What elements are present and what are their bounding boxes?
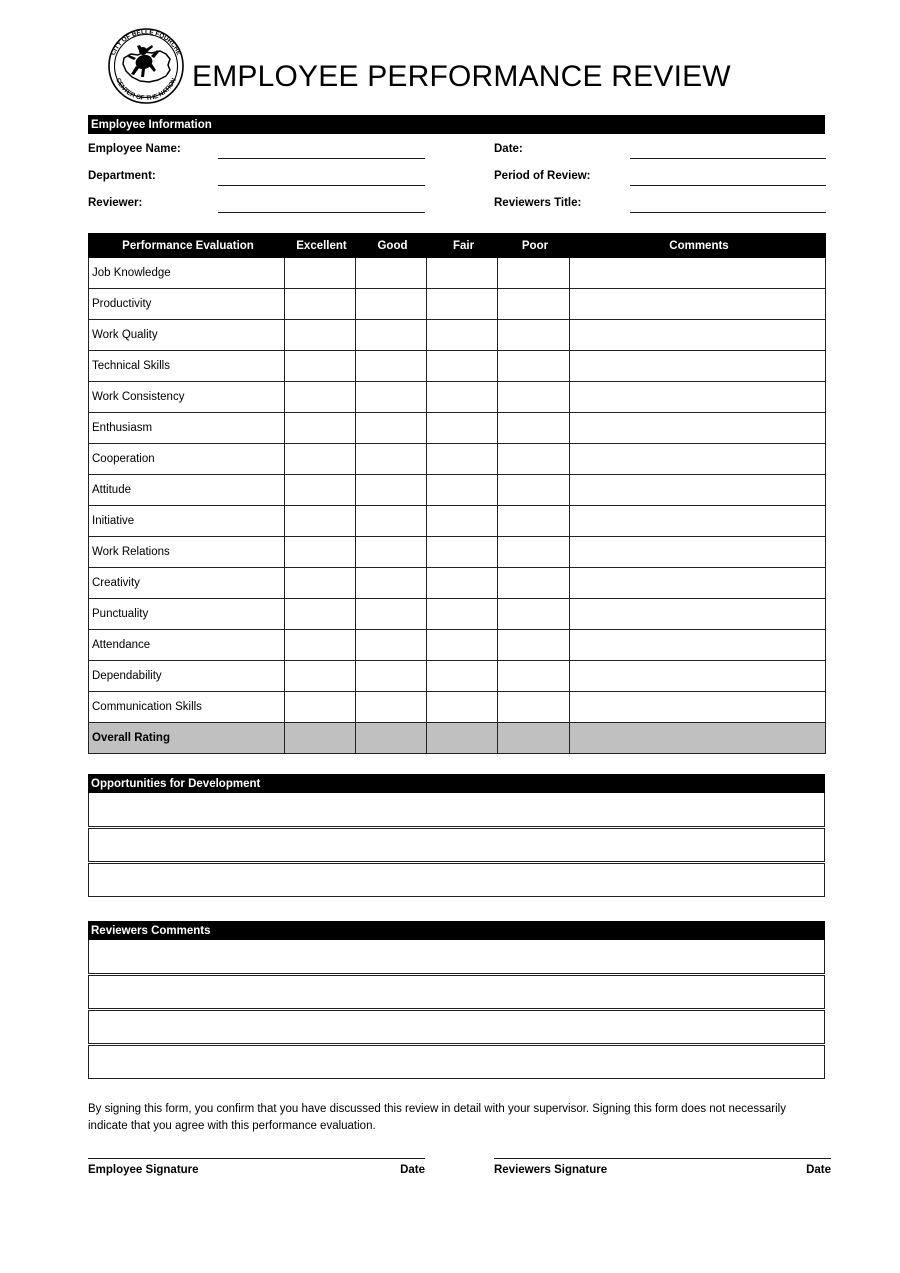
- employee-signature-date-label: Date: [400, 1164, 425, 1176]
- page-title: EMPLOYEE PERFORMANCE REVIEW: [192, 60, 731, 93]
- rating-cell-poor[interactable]: [498, 475, 570, 506]
- criterion-label: Dependability: [89, 661, 285, 692]
- rating-cell-poor[interactable]: [498, 692, 570, 723]
- comments-cell[interactable]: [570, 444, 826, 475]
- rating-cell-poor[interactable]: [498, 444, 570, 475]
- rating-cell-fair[interactable]: [427, 258, 498, 289]
- rating-cell-fair[interactable]: [427, 661, 498, 692]
- section-header-reviewers-comments: [88, 921, 825, 940]
- rating-cell-good[interactable]: [356, 289, 427, 320]
- reviewer-signature-input[interactable]: [494, 1158, 831, 1159]
- table-header-row: [89, 234, 826, 258]
- rating-cell-poor[interactable]: [498, 258, 570, 289]
- opportunities-line[interactable]: [88, 828, 825, 862]
- rating-cell-excellent[interactable]: [285, 630, 356, 661]
- rating-cell-poor[interactable]: [498, 382, 570, 413]
- comments-cell[interactable]: [570, 661, 826, 692]
- rating-cell-good[interactable]: [356, 382, 427, 413]
- rating-cell-fair[interactable]: [427, 630, 498, 661]
- rating-cell-excellent[interactable]: [285, 320, 356, 351]
- reviewer-input[interactable]: [218, 212, 425, 213]
- overall-rating-excellent[interactable]: [285, 723, 356, 754]
- rating-cell-good[interactable]: [356, 537, 427, 568]
- rating-cell-excellent[interactable]: [285, 599, 356, 630]
- table-row: [89, 692, 826, 723]
- criterion-label: Attitude: [89, 475, 285, 506]
- rating-cell-excellent[interactable]: [285, 568, 356, 599]
- comments-cell[interactable]: [570, 568, 826, 599]
- reviewers-comments-line[interactable]: [88, 940, 825, 974]
- rating-cell-excellent[interactable]: [285, 475, 356, 506]
- rating-cell-fair[interactable]: [427, 475, 498, 506]
- comments-cell[interactable]: [570, 537, 826, 568]
- date-input[interactable]: [630, 158, 826, 159]
- city-seal-logo-icon: [100, 18, 192, 112]
- table-row: [89, 599, 826, 630]
- criterion-label: Attendance: [89, 630, 285, 661]
- employee-name-input[interactable]: [218, 158, 425, 159]
- rating-cell-excellent[interactable]: [285, 537, 356, 568]
- criterion-label: Creativity: [89, 568, 285, 599]
- table-row: [89, 413, 826, 444]
- rating-cell-good[interactable]: [356, 599, 427, 630]
- table-row: [89, 444, 826, 475]
- employee-signature-label: Employee Signature: [88, 1164, 199, 1176]
- rating-cell-excellent[interactable]: [285, 413, 356, 444]
- field-label-period-of-review: Period of Review:: [494, 170, 591, 182]
- rating-cell-excellent[interactable]: [285, 444, 356, 475]
- rating-cell-excellent[interactable]: [285, 506, 356, 537]
- rating-cell-poor[interactable]: [498, 320, 570, 351]
- comments-cell[interactable]: [570, 692, 826, 723]
- criterion-label: Communication Skills: [89, 692, 285, 723]
- rating-cell-good[interactable]: [356, 320, 427, 351]
- overall-rating-poor[interactable]: [498, 723, 570, 754]
- comments-cell[interactable]: [570, 289, 826, 320]
- rating-cell-poor[interactable]: [498, 537, 570, 568]
- overall-rating-fair[interactable]: [427, 723, 498, 754]
- criterion-label: Cooperation: [89, 444, 285, 475]
- employee-signature-block: [88, 1158, 425, 1176]
- rating-cell-fair[interactable]: [427, 692, 498, 723]
- comments-cell[interactable]: [570, 382, 826, 413]
- field-label-department: Department:: [88, 170, 156, 182]
- comments-cell[interactable]: [570, 599, 826, 630]
- evaluation-rows: [89, 258, 826, 754]
- reviewers-comments-body: [88, 940, 825, 1080]
- rating-cell-poor[interactable]: [498, 568, 570, 599]
- criterion-label: Work Relations: [89, 537, 285, 568]
- employee-information-fields: [88, 143, 828, 223]
- rating-cell-excellent[interactable]: [285, 289, 356, 320]
- criterion-label: Punctuality: [89, 599, 285, 630]
- criterion-label: Enthusiasm: [89, 413, 285, 444]
- reviewer-signature-label: Reviewers Signature: [494, 1164, 608, 1176]
- rating-cell-good[interactable]: [356, 506, 427, 537]
- overall-rating-good[interactable]: [356, 723, 427, 754]
- rating-cell-poor[interactable]: [498, 289, 570, 320]
- rating-cell-fair[interactable]: [427, 568, 498, 599]
- table-row: [89, 351, 826, 382]
- table-row: [89, 289, 826, 320]
- rating-cell-fair[interactable]: [427, 382, 498, 413]
- signature-area: [88, 1158, 831, 1198]
- reviewers-comments-line[interactable]: [88, 1045, 825, 1079]
- table-row: [89, 568, 826, 599]
- table-row: [89, 320, 826, 351]
- rating-cell-fair[interactable]: [427, 506, 498, 537]
- section-header-label: Opportunities for Development: [91, 777, 261, 790]
- comments-cell[interactable]: [570, 413, 826, 444]
- rating-cell-fair[interactable]: [427, 413, 498, 444]
- rating-cell-excellent[interactable]: [285, 382, 356, 413]
- table-row: [89, 630, 826, 661]
- comments-cell[interactable]: [570, 506, 826, 537]
- opportunities-line[interactable]: [88, 793, 825, 827]
- column-header-good: Good: [356, 234, 427, 258]
- rating-cell-good[interactable]: [356, 568, 427, 599]
- rating-cell-fair[interactable]: [427, 351, 498, 382]
- criterion-label: Technical Skills: [89, 351, 285, 382]
- form-header: [88, 12, 828, 108]
- table-row: [89, 475, 826, 506]
- field-label-reviewers-title: Reviewers Title:: [494, 197, 582, 209]
- department-input[interactable]: [218, 185, 425, 186]
- section-header-opportunities: [88, 774, 825, 793]
- rating-cell-good[interactable]: [356, 444, 427, 475]
- opportunities-for-development-body: [88, 793, 825, 898]
- rating-cell-fair[interactable]: [427, 444, 498, 475]
- criterion-label: Work Quality: [89, 320, 285, 351]
- field-label-employee-name: Employee Name:: [88, 143, 181, 155]
- reviewers-title-input[interactable]: [630, 212, 826, 213]
- criterion-label: Initiative: [89, 506, 285, 537]
- svg-text:CITY OF BELLE FOURCHE: CITY OF BELLE FOURCHE: [109, 28, 183, 57]
- rating-cell-poor[interactable]: [498, 351, 570, 382]
- comments-cell[interactable]: [570, 475, 826, 506]
- performance-evaluation-table: [88, 233, 826, 754]
- table-row: [89, 537, 826, 568]
- comments-cell[interactable]: [570, 258, 826, 289]
- rating-cell-excellent[interactable]: [285, 258, 356, 289]
- rating-cell-good[interactable]: [356, 630, 427, 661]
- signing-disclaimer-text: By signing this form, you confirm that you have discussed this review in detail with your supervisor. Signing this form does not necessarily indicate that you agree with this performance evaluation.: [88, 1103, 786, 1132]
- reviewers-comments-line[interactable]: [88, 1010, 825, 1044]
- table-row: [89, 661, 826, 692]
- rating-cell-poor[interactable]: [498, 661, 570, 692]
- column-header-poor: Poor: [498, 234, 570, 258]
- field-label-reviewer: Reviewer:: [88, 197, 143, 209]
- rating-cell-poor[interactable]: [498, 506, 570, 537]
- rating-cell-poor[interactable]: [498, 599, 570, 630]
- rating-cell-good[interactable]: [356, 258, 427, 289]
- rating-cell-poor[interactable]: [498, 630, 570, 661]
- overall-rating-row: [89, 723, 826, 754]
- section-header-label: Reviewers Comments: [91, 924, 211, 937]
- comments-cell[interactable]: [570, 351, 826, 382]
- table-row: [89, 258, 826, 289]
- criterion-label: Work Consistency: [89, 382, 285, 413]
- reviewer-signature-date-label: Date: [806, 1164, 831, 1176]
- employee-signature-input[interactable]: [88, 1158, 425, 1159]
- opportunities-line[interactable]: [88, 863, 825, 897]
- comments-cell[interactable]: [570, 320, 826, 351]
- criterion-label: Job Knowledge: [89, 258, 285, 289]
- rating-cell-excellent[interactable]: [285, 692, 356, 723]
- overall-rating-comments[interactable]: [570, 723, 826, 754]
- reviewers-comments-line[interactable]: [88, 975, 825, 1009]
- criterion-label: Productivity: [89, 289, 285, 320]
- rating-cell-excellent[interactable]: [285, 351, 356, 382]
- column-header-excellent: Excellent: [285, 234, 356, 258]
- period-of-review-input[interactable]: [630, 185, 826, 186]
- overall-rating-label: Overall Rating: [89, 723, 285, 754]
- rating-cell-fair[interactable]: [427, 537, 498, 568]
- column-header-fair: Fair: [427, 234, 498, 258]
- table-row: [89, 506, 826, 537]
- rating-cell-fair[interactable]: [427, 289, 498, 320]
- table-row: [89, 382, 826, 413]
- section-header-employee-information: [88, 115, 825, 134]
- rating-cell-good[interactable]: [356, 692, 427, 723]
- svg-text:CENTER OF THE NATION: CENTER OF THE NATION: [114, 77, 178, 103]
- rating-cell-fair[interactable]: [427, 599, 498, 630]
- rating-cell-good[interactable]: [356, 475, 427, 506]
- column-header-comments: Comments: [570, 234, 826, 258]
- rating-cell-fair[interactable]: [427, 320, 498, 351]
- comments-cell[interactable]: [570, 630, 826, 661]
- rating-cell-good[interactable]: [356, 351, 427, 382]
- rating-cell-excellent[interactable]: [285, 661, 356, 692]
- field-label-date: Date:: [494, 143, 523, 155]
- column-header-criterion: Performance Evaluation: [89, 234, 285, 258]
- rating-cell-poor[interactable]: [498, 413, 570, 444]
- rating-cell-good[interactable]: [356, 661, 427, 692]
- reviewer-signature-block: [494, 1158, 831, 1176]
- section-header-label: Employee Information: [91, 118, 212, 131]
- rating-cell-good[interactable]: [356, 413, 427, 444]
